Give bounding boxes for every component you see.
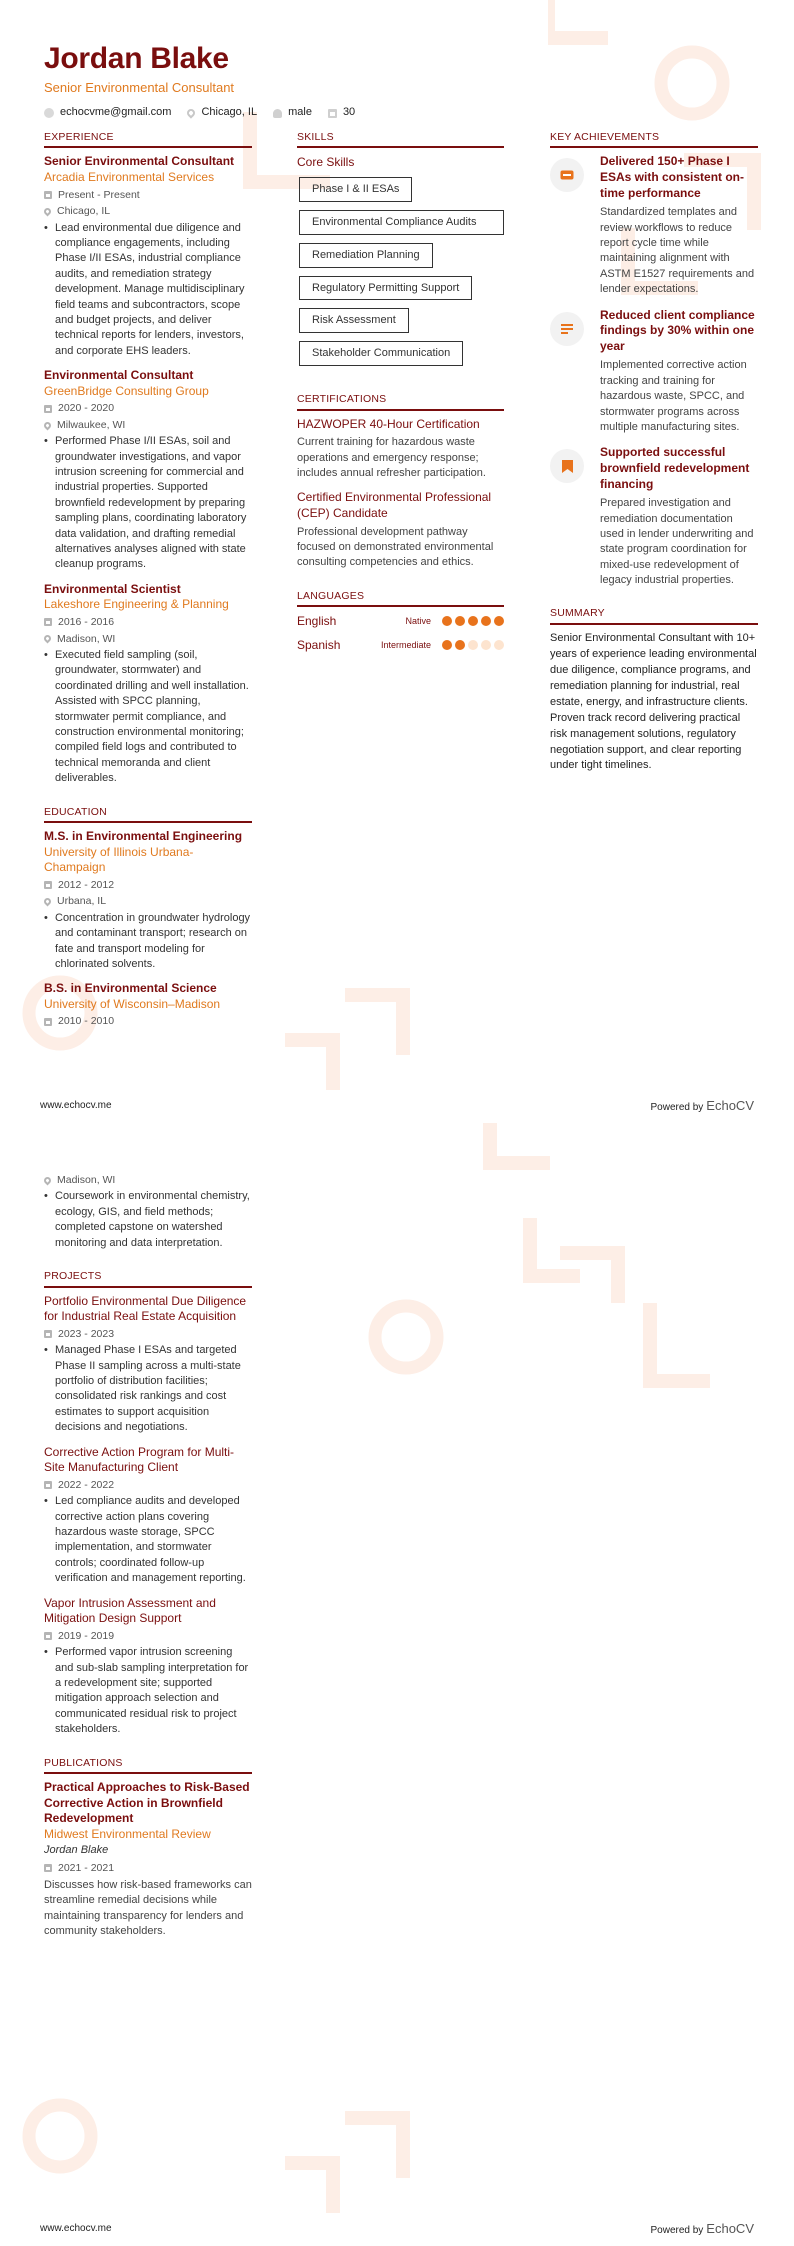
- experience-item: [44, 368, 252, 573]
- education-section: [44, 805, 252, 1029]
- resume-page-2: [0, 1123, 794, 2246]
- project-dates: [44, 1478, 252, 1492]
- bullet-list: [44, 1189, 252, 1251]
- job-dates: [44, 188, 252, 202]
- decor-bracket-shape: [640, 1303, 710, 1398]
- decor-bracket-shape: [520, 1218, 580, 1293]
- education-item-continued: [44, 1173, 252, 1251]
- calendar-icon: [328, 109, 337, 118]
- location-pin-icon: [43, 206, 53, 216]
- location-pin-icon: [43, 897, 53, 907]
- certification-item: [297, 417, 504, 482]
- dates-text: 2021 - 2021: [58, 1861, 115, 1874]
- achievement-desc: Implemented corrective action tracking and training for hazardous waste, SPCC, and stormwater programs across multiple manufacturing sites.: [600, 359, 747, 433]
- dates-text: 2023 - 2023: [58, 1327, 115, 1340]
- right-column: [550, 130, 758, 792]
- location-text: Chicago, IL: [57, 205, 111, 218]
- page-footer: [40, 1097, 754, 1115]
- experience-item: [44, 154, 252, 359]
- section-title: PROJECTS: [44, 1269, 252, 1287]
- section-title: EDUCATION: [44, 805, 252, 823]
- location-pin-icon: [186, 107, 197, 118]
- bullet-item: • Executed field sampling (soil, groundwater, stormwater) and coordinated drilling and well installation. Assisted with SPCC planning, stormwater permit compliance, and construction environmental monitoring; compiled field logs and contributed to technical memoranda and client deliverables.: [44, 648, 252, 787]
- achievement-item: [550, 445, 758, 588]
- contact-location: [187, 105, 257, 120]
- rating-dot: [494, 640, 504, 650]
- bullet-item: • Managed Phase I ESAs and targeted Phase II sampling across a multi-state portfolio of distribution facilities; consolidated risk rankings and cost estimates to support acquisition decisions and negotiations.: [44, 1343, 252, 1435]
- job-title: Environmental Consultant: [44, 368, 194, 383]
- edu-dates: [44, 878, 252, 892]
- candidate-name: Jordan Blake: [44, 42, 229, 75]
- job-location: [44, 204, 252, 218]
- decor-bracket-shape: [345, 2108, 415, 2183]
- project-item: [44, 1445, 252, 1587]
- dates-text: 2022 - 2022: [58, 1478, 115, 1491]
- rating-dot: [468, 616, 478, 626]
- bullet-list: [44, 434, 252, 573]
- language-level: Intermediate: [380, 639, 431, 650]
- decor-ring-shape: [368, 1299, 444, 1380]
- certification-name: Certified Environmental Professional (CEP) Candidate: [297, 490, 492, 520]
- bullet-item: • Performed vapor intrusion screening and sub-slab sampling interpretation for a redevelopment site; supported mitigation approach selection and communicated residual risk to project stakeholders.: [44, 1645, 252, 1737]
- powered-by: [650, 2220, 754, 2238]
- rating-dot: [468, 640, 478, 650]
- school-name: University of Wisconsin–Madison: [44, 996, 221, 1011]
- skill-chip: Stakeholder Communication: [299, 341, 463, 366]
- project-item: [44, 1294, 252, 1436]
- degree-title: M.S. in Environmental Engineering: [44, 828, 243, 843]
- certification-desc: Professional development pathway focused on demonstrated environmental consulting competencies and ethics.: [297, 525, 494, 569]
- publication-dates: [44, 1861, 252, 1875]
- bookmark-icon: [550, 449, 584, 483]
- decor-bracket-shape: [560, 1243, 630, 1308]
- email-icon: [44, 108, 54, 118]
- bullet-list: [44, 1645, 252, 1737]
- location-pin-icon: [43, 420, 53, 430]
- dates-text: 2012 - 2012: [58, 878, 115, 891]
- section-title: EXPERIENCE: [44, 130, 252, 148]
- location-text: Urbana, IL: [57, 895, 107, 908]
- school-name: University of Illinois Urbana-Champaign: [44, 844, 194, 875]
- rating-dot: [442, 616, 452, 626]
- achievement-title: Supported successful brownfield redevelopment financing: [600, 445, 750, 491]
- section-title: CERTIFICATIONS: [297, 392, 504, 410]
- job-dates: [44, 615, 252, 629]
- location-text: Madison, WI: [57, 1174, 116, 1186]
- bullet-list: [44, 911, 252, 973]
- bullet-list: [44, 1343, 252, 1435]
- project-dates: [44, 1327, 252, 1341]
- publication-title: Practical Approaches to Risk-Based Corrective Action in Brownfield Redevelopment: [44, 1780, 250, 1826]
- gender-text: male: [288, 106, 312, 119]
- section-title: KEY ACHIEVEMENTS: [550, 130, 758, 148]
- dates-text: 2016 - 2016: [58, 616, 115, 629]
- dates-text: 2019 - 2019: [58, 1629, 115, 1642]
- page-footer: [40, 2220, 754, 2238]
- location-pin-icon: [43, 634, 53, 644]
- decor-bracket-shape: [345, 985, 415, 1060]
- language-rating: [405, 615, 504, 627]
- section-title: SKILLS: [297, 130, 504, 148]
- left-column: [44, 130, 252, 1047]
- contact-bar: [44, 105, 744, 120]
- publisher-name: Midwest Environmental Review: [44, 1826, 211, 1841]
- bullet-item: • Lead environmental due diligence and compliance engagements, including Phase I/II ESAs, industrial compliance audits, and remediation strategy development. Manage multidisciplinary field teams and subcontractors, scope and budget projects, and deliver technical reports for lenders, investors, and corporate EHS leaders.: [44, 221, 252, 360]
- edu-location: [44, 894, 252, 908]
- skill-chip-list: [297, 177, 504, 374]
- achievement-item: [550, 154, 758, 297]
- publication-item: [44, 1780, 252, 1940]
- location-text: Madison, WI: [57, 632, 116, 645]
- location-text: Milwaukee, WI: [57, 418, 126, 431]
- job-title: Senior Environmental Consultant: [44, 154, 235, 169]
- edu-location: [44, 1173, 252, 1187]
- achievement-title: Reduced client compliance findings by 30% within one year: [600, 307, 755, 353]
- decor-ring-shape: [22, 2098, 98, 2179]
- languages-section: [297, 589, 504, 654]
- brand-logo: EchoCV: [706, 2221, 754, 2237]
- achievement-item: [550, 308, 758, 436]
- decor-bracket-shape: [285, 1030, 345, 1095]
- skills-section: [297, 130, 504, 374]
- badge-icon: [550, 158, 584, 192]
- summary-section: [550, 606, 758, 774]
- rating-dots: [439, 640, 504, 650]
- language-rating: [381, 639, 504, 651]
- list-icon: [550, 312, 584, 346]
- calendar-icon: [44, 1864, 52, 1872]
- contact-age: [328, 105, 355, 120]
- footer-site-link[interactable]: www.echocv.me: [40, 1100, 112, 1112]
- bullet-list: [44, 1494, 252, 1586]
- achievements-section: [550, 130, 758, 588]
- bullet-list: [44, 648, 252, 787]
- rating-dots: [439, 616, 504, 626]
- job-location: [44, 418, 252, 432]
- dates-text: 2020 - 2020: [58, 402, 115, 415]
- experience-item: [44, 582, 252, 787]
- publication-author: Jordan Blake: [44, 1844, 109, 1857]
- resume-header: [44, 42, 744, 121]
- age-text: 30: [342, 106, 356, 119]
- rating-dot: [455, 640, 465, 650]
- job-dates: [44, 401, 252, 415]
- bullet-item: • Performed Phase I/II ESAs, soil and groundwater investigations, and vapor intrusion screening for commercial and industrial properties. Supported brownfield redevelopment by preparing sampling plans, coordinating laboratory data validation, and drafting remedial alternatives analyses aligned with state cleanup programs.: [44, 434, 252, 573]
- calendar-icon: [44, 1481, 52, 1489]
- company-name: GreenBridge Consulting Group: [44, 383, 209, 398]
- brand-logo: EchoCV: [706, 1098, 754, 1114]
- certification-name: HAZWOPER 40-Hour Certification: [297, 416, 480, 431]
- job-title: Environmental Scientist: [44, 581, 181, 596]
- job-location: [44, 632, 252, 646]
- dates-text: Present - Present: [58, 188, 140, 201]
- language-row: [297, 613, 504, 630]
- publications-section: [44, 1756, 252, 1940]
- project-title: Corrective Action Program for Multi-Site Manufacturing Client: [44, 1444, 235, 1475]
- calendar-icon: [44, 191, 52, 199]
- location-pin-icon: [43, 1175, 53, 1185]
- achievement-desc: Prepared investigation and remediation documentation used in lender underwriting and state program coordination for mixed-use redevelopment of legacy industrial properties.: [600, 497, 754, 587]
- certifications-section: [297, 392, 504, 571]
- projects-section: [44, 1269, 252, 1738]
- project-dates: [44, 1629, 252, 1643]
- calendar-icon: [44, 881, 52, 889]
- achievement-desc: Standardized templates and review workflows to reduce report cycle time while maintaining alignment with ASTM E1527 requirements and lender expectations.: [600, 206, 755, 296]
- bullet-item: • Led compliance audits and developed corrective action plans covering hazardous waste storage, SPCC implementation, and stormwater controls; coordinated follow-up verification and management reporting.: [44, 1494, 252, 1586]
- rating-dot: [481, 616, 491, 626]
- calendar-icon: [44, 1018, 52, 1026]
- decor-bracket-shape: [285, 2153, 345, 2218]
- left-column-continued: [44, 1171, 252, 1958]
- edu-dates: [44, 1014, 252, 1028]
- powered-label: Powered by: [650, 2225, 704, 2237]
- project-title: Vapor Intrusion Assessment and Mitigation Design Support: [44, 1595, 216, 1626]
- section-title: SUMMARY: [550, 606, 758, 624]
- email-text: echocvme@gmail.com: [60, 106, 172, 119]
- rating-dot: [481, 640, 491, 650]
- calendar-icon: [44, 405, 52, 413]
- degree-title: B.S. in Environmental Science: [44, 981, 217, 996]
- skill-chip: Risk Assessment: [299, 308, 409, 333]
- calendar-icon: [44, 1330, 52, 1338]
- skill-chip: Regulatory Permitting Support: [299, 276, 472, 301]
- section-title: LANGUAGES: [297, 589, 504, 607]
- company-name: Lakeshore Engineering & Planning: [44, 597, 229, 612]
- education-item: [44, 981, 252, 1029]
- person-icon: [273, 109, 282, 118]
- bullet-item: • Concentration in groundwater hydrology and contaminant transport; research on fate and transport modeling for chlorinated solvents.: [44, 911, 252, 973]
- achievement-title: Delivered 150+ Phase I ESAs with consistent on-time performance: [600, 154, 745, 200]
- calendar-icon: [44, 1632, 52, 1640]
- rating-dot: [455, 616, 465, 626]
- project-title: Portfolio Environmental Due Diligence for Industrial Real Estate Acquisition: [44, 1293, 247, 1324]
- summary-text: Senior Environmental Consultant with 10+ years of experience leading environmental due diligence, compliance programs, and remediation planning for industrial, real estate, energy, and infrastructure clients. Proven track record delivering practical risk management solutions, regulatory negotiation support, and clear reporting under tight timelines.: [550, 631, 757, 772]
- dates-text: 2010 - 2010: [58, 1015, 115, 1028]
- rating-dot: [494, 616, 504, 626]
- powered-label: Powered by: [650, 1102, 704, 1114]
- experience-section: [44, 130, 252, 787]
- rating-dot: [442, 640, 452, 650]
- candidate-role: Senior Environmental Consultant: [44, 79, 235, 95]
- language-level: Native: [405, 616, 431, 627]
- language-row: [297, 637, 504, 654]
- company-name: Arcadia Environmental Services: [44, 170, 215, 185]
- middle-column: [297, 130, 504, 671]
- powered-by: [650, 1097, 754, 1115]
- section-title: PUBLICATIONS: [44, 1756, 252, 1774]
- location-text: Chicago, IL: [201, 106, 258, 119]
- skill-chip: Phase I & II ESAs: [299, 177, 412, 202]
- decor-bracket-shape: [480, 1123, 550, 1180]
- language-name: Spanish: [297, 637, 341, 652]
- skill-group-label: Core Skills: [297, 155, 355, 170]
- language-name: English: [297, 614, 337, 629]
- bullet-list: [44, 221, 252, 360]
- education-item: [44, 829, 252, 972]
- certification-item: [297, 490, 504, 570]
- contact-email[interactable]: [44, 105, 171, 120]
- project-item: [44, 1596, 252, 1738]
- bullet-item: • Coursework in environmental chemistry, ecology, GIS, and field methods; completed capstone on watershed monitoring and data interpretation.: [44, 1189, 252, 1251]
- certification-desc: Current training for hazardous waste operations and emergency response; includes annual refresher participation.: [297, 436, 486, 479]
- contact-gender: [273, 105, 312, 120]
- footer-site-link[interactable]: www.echocv.me: [40, 2223, 112, 2235]
- skill-chip: Remediation Planning: [299, 243, 433, 268]
- skill-chip: Environmental Compliance Audits: [299, 210, 504, 235]
- calendar-icon: [44, 618, 52, 626]
- publication-desc: Discusses how risk-based frameworks can streamline remedial decisions while maintaining transparency for lenders and community stakeholders.: [44, 1879, 252, 1938]
